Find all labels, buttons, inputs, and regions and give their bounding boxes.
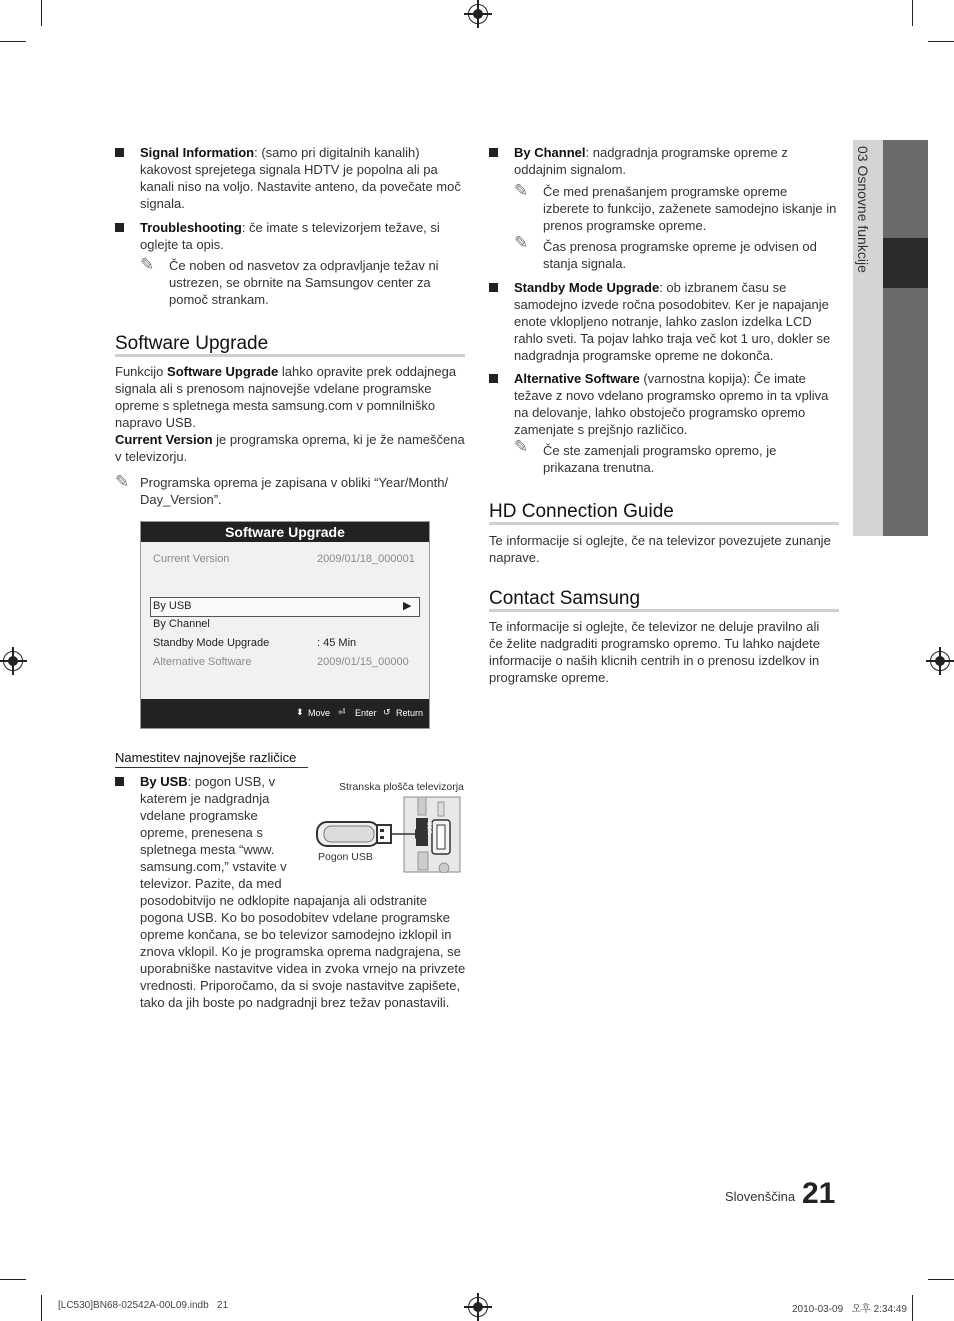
by-channel-note-2: Čas prenosa programske opreme je odvisen od stanja signala. bbox=[543, 239, 817, 271]
software-upgrade-heading: Software Upgrade bbox=[115, 333, 269, 354]
osd-footer: ⬍ Move ⏎ Enter ↺ Return bbox=[141, 699, 429, 728]
enter-icon: ⏎ bbox=[338, 707, 346, 717]
osd-current-version-label: Current Version bbox=[153, 553, 230, 565]
bullet-icon bbox=[489, 148, 498, 157]
osd-alt-value: 2009/01/15_00000 bbox=[317, 656, 409, 668]
software-upgrade-osd-menu bbox=[140, 521, 430, 729]
crop-mark bbox=[41, 0, 42, 26]
install-subheading: Namestitev najnovejše različice bbox=[115, 750, 297, 765]
print-timestamp: 2010-03-09 오후 2:34:49 bbox=[792, 1304, 907, 1315]
osd-item-alternative-software[interactable]: Alternative Software bbox=[153, 656, 252, 668]
note-pencil-icon: ✎ bbox=[514, 437, 529, 456]
troubleshooting-item: Troubleshooting: če imate s televizorjem težave, si oglejte ta opis. bbox=[140, 220, 440, 252]
by-usb-item: By USB: pogon USB, v katerem je nadgradnja vdelane programske opreme, prenesena s spletnega mesta “www. samsung.com,” vstavite v televizor. Pazite, da med posodobitvijo ne odklopite napajanja ali odstranite pogona USB. Ko bo posodobitev vdelane programske opreme končana, se bo televizor samodejno izklopil in znova vklopil. Ko je programska oprema nadgrajena, se uporabniške nastavitve videa in zvoka vrnejo na privzete vrednosti. Priporočamo, da si svoje nastavitve zapišete, tako da jih boste po nadgradnji brez težav ponastavili. bbox=[140, 774, 466, 1010]
page-number: 21 bbox=[802, 1177, 836, 1210]
osd-standby-value: : 45 Min bbox=[317, 637, 357, 649]
crop-mark bbox=[928, 1279, 954, 1280]
contact-samsung-heading: Contact Samsung bbox=[489, 588, 641, 609]
crop-mark bbox=[0, 1279, 26, 1280]
alternative-note: Če ste zamenjali programsko opremo, je prikazana trenutna. bbox=[543, 443, 777, 475]
hd-connection-guide-heading: HD Connection Guide bbox=[489, 501, 674, 522]
standby-mode-upgrade-item: Standby Mode Upgrade: ob izbranem času se samodejno izvede ročna posodobitev. Ker je napajanje enote vklopljeno notranje, lahko zaslon izdelka LCD rahlo sveti. Ta pojav lahko traja več kot 1 uro, dokler se nadgradnja programske opreme ne dokonča. bbox=[514, 280, 831, 363]
bullet-icon bbox=[115, 223, 124, 232]
osd-item-by-channel[interactable]: By Channel bbox=[153, 618, 210, 630]
chapter-side-tab bbox=[853, 140, 928, 536]
bullet-icon bbox=[489, 374, 498, 383]
note-pencil-icon: ✎ bbox=[514, 181, 529, 200]
osd-item-by-usb[interactable]: By USB ▶ bbox=[150, 597, 420, 617]
crop-mark bbox=[41, 1295, 42, 1321]
usb-illustration bbox=[314, 796, 464, 873]
arrow-right-icon: ▶ bbox=[403, 600, 412, 612]
bullet-icon bbox=[115, 148, 124, 157]
chapter-label: 03 Osnovne funkcije bbox=[855, 146, 871, 273]
registration-mark-icon bbox=[468, 4, 488, 24]
osd-title: Software Upgrade bbox=[141, 522, 429, 542]
heading-rule bbox=[115, 354, 465, 357]
hd-connection-text: Te informacije si oglejte, če na televizor povezujete zunanje naprave. bbox=[489, 533, 831, 565]
note-pencil-icon: ✎ bbox=[514, 233, 529, 252]
crop-mark bbox=[928, 41, 954, 42]
by-channel-item: By Channel: nadgradnja programske opreme z oddajnim signalom. bbox=[514, 145, 788, 177]
return-icon: ↺ bbox=[383, 707, 391, 717]
language-label: Slovenščina bbox=[725, 1189, 796, 1204]
crop-mark bbox=[912, 1295, 913, 1321]
crop-mark bbox=[0, 41, 26, 42]
signal-information-item: Signal Information: (samo pri digitalnih kanalih) kakovost sprejetega signala HDTV je popolna ali pa kanali niso na voljo. Nastavite anteno, da povečate moč signala. bbox=[140, 145, 461, 211]
heading-rule bbox=[489, 522, 839, 525]
usb-drive-label: Pogon USB bbox=[318, 851, 373, 863]
registration-mark-icon bbox=[3, 651, 23, 671]
contact-samsung-text: Te informacije si oglejte, če televizor ne deluje pravilno ali če želite nadgraditi programsko opremo. Tu lahko najdete informacije o naših klicnih centrih in o prenosu izdelkov in programske opreme. bbox=[489, 619, 820, 685]
subheading-rule bbox=[115, 767, 308, 768]
svg-text:USB: USB bbox=[428, 821, 434, 834]
bullet-icon bbox=[489, 283, 498, 292]
bullet-icon bbox=[115, 777, 124, 786]
crop-mark bbox=[912, 0, 913, 26]
note-pencil-icon: ✎ bbox=[115, 472, 130, 491]
osd-item-standby-mode-upgrade[interactable]: Standby Mode Upgrade bbox=[153, 637, 270, 649]
software-upgrade-intro: Funkcijo Software Upgrade lahko opravite prek oddajnega signala ali s prenosom najnovejše vdelane programske opreme s spletnega mesta samsung.com v pomnilniško napravo USB. Current Version je programska oprema, ki je že nameščena v televizorju. bbox=[115, 364, 465, 464]
registration-mark-icon bbox=[930, 651, 950, 671]
by-channel-note-1: Če med prenašanjem programske opreme izberete to funkcijo, zaženete samodejno iskanje in prenos programske opreme. bbox=[543, 184, 837, 233]
tv-side-panel-label: Stranska plošča televizorja bbox=[339, 781, 464, 793]
version-note: Programska oprema je zapisana v obliki “Year/Month/ Day_Version”. bbox=[140, 475, 449, 507]
alternative-software-item: Alternative Software (varnostna kopija): Če imate težave z novo vdelano programsko opremo in ta vpliva na delovanje, lahko obstoječo programsko opremo zamenjate s prejšnjo različico. bbox=[514, 371, 829, 437]
troubleshoot-note: Če noben od nasvetov za odpravljanje težav ni ustrezen, se obrnite na Samsungov center za pomoč strankam. bbox=[169, 258, 439, 307]
tv-side-panel-icon bbox=[404, 797, 460, 873]
registration-mark-icon bbox=[468, 1297, 488, 1317]
note-pencil-icon: ✎ bbox=[140, 255, 155, 274]
heading-rule bbox=[489, 609, 839, 612]
osd-current-version-value: 2009/01/18_000001 bbox=[317, 553, 415, 565]
file-info: [LC530]BN68-02542A-00L09.indb 21 bbox=[58, 1300, 229, 1311]
move-icon: ⬍ bbox=[296, 707, 304, 717]
